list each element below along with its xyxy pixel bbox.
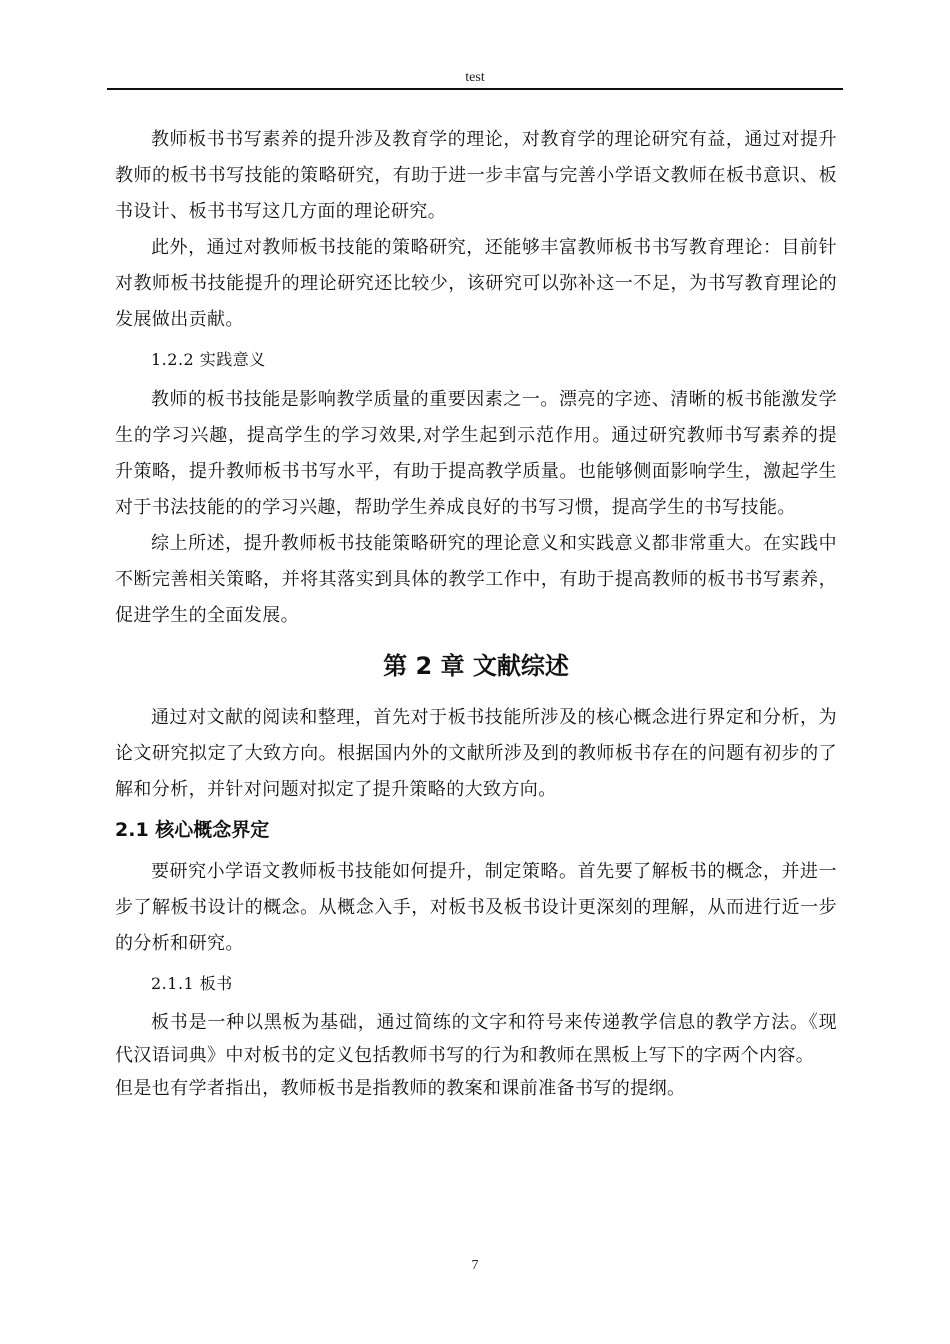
page-number: 7 bbox=[471, 1258, 479, 1273]
paragraph-summary: 综上所述，提升教师板书技能策略研究的理论意义和实践意义都非常重大。在实践中不断完善相关策略，并将其落实到具体的教学工作中，有助于提高教师的板书书写素养，促进学生的全面发展。 bbox=[115, 533, 837, 626]
subsection-heading-1-2-2: 1.2.2 实践意义 bbox=[151, 350, 266, 369]
chapter-title: 第 2 章 文献综述 bbox=[383, 652, 569, 680]
paragraph-theory-value: 教师板书书写素养的提升涉及教育学的理论，对教育学的理论研究有益，通过对提升教师的板书书写技能的策略研究，有助于进一步丰富与完善小学语文教师在板书意识、板书设计、板书书写这几方面的理论研究。 bbox=[115, 129, 837, 222]
paragraph-definition: 板书是一种以黑板为基础，通过简练的文字和符号来传递教学信息的教学方法。《现代汉语词典》中对板书的定义包括教师书写的行为和教师在黑板上写下的字两个内容。 bbox=[115, 1012, 837, 1066]
header-rule bbox=[107, 88, 843, 90]
paragraph-theory-contribution: 此外，通过对教师板书技能的策略研究，还能够丰富教师板书书写教育理论：目前针对教师板书技能提升的理论研究还比较少，该研究可以弥补这一不足，为书写教育理论的发展做出贡献。 bbox=[115, 237, 837, 330]
paragraph-alternative-view: 但是也有学者指出，教师板书是指教师的教案和课前准备书写的提纲。 bbox=[115, 1078, 686, 1099]
paragraph-practice-value: 教师的板书技能是影响教学质量的重要因素之一。漂亮的字迹、清晰的板书能激发学生的学习兴趣，提高学生的学习效果,对学生起到示范作用。通过研究教师书写素养的提升策略，提升教师板书书写水平，有助于提高教学质量。也能够侧面影响学生，激起学生对于书法技能的的学习兴趣，帮助学生养成良好的书写习惯，提高学生的书写技能。 bbox=[115, 389, 837, 518]
paragraph-core-concepts: 要研究小学语文教师板书技能如何提升，制定策略。首先要了解板书的概念，并进一步了解板书设计的概念。从概念入手，对板书及板书设计更深刻的理解，从而进行近一步的分析和研究。 bbox=[115, 861, 837, 954]
page-content bbox=[115, 122, 837, 1105]
subsection-heading-2-1-1: 2.1.1 板书 bbox=[151, 974, 233, 993]
section-heading-2-1: 2.1 核心概念界定 bbox=[115, 819, 270, 841]
header-text: test bbox=[465, 70, 485, 85]
paragraph-chapter-intro: 通过对文献的阅读和整理，首先对于板书技能所涉及的核心概念进行界定和分析，为论文研究拟定了大致方向。根据国内外的文献所涉及到的教师板书存在的问题有初步的了解和分析，并针对问题对拟定了提升策略的大致方向。 bbox=[115, 707, 837, 800]
